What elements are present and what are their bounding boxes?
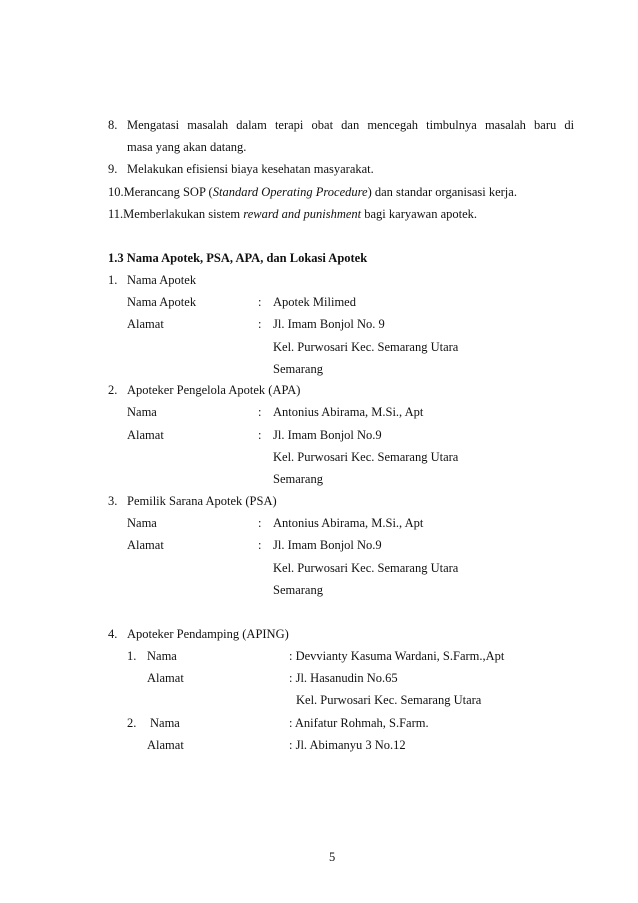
label-name: Nama [127,405,157,419]
colon: : [258,405,262,419]
address-line: Jl. Imam Bonjol No. 9 [273,317,385,331]
item-3-title [108,493,277,509]
list-item-10 [108,184,517,200]
colon: : [258,516,262,530]
value-name: : Anifatur Rohmah, S.Farm. [289,716,429,730]
label-name: Nama [147,649,177,663]
label-name: Nama [150,716,180,730]
address-line: Kel. Purwosari Kec. Semarang Utara [273,450,459,464]
address-line: Semarang [273,583,323,597]
address-line: Kel. Purwosari Kec. Semarang Utara [273,340,459,354]
label-name: Nama Apotek [127,295,197,309]
label-address: Alamat [147,671,184,685]
colon: : [258,295,262,309]
list-item-11 [108,206,477,222]
value-name: Antonius Abirama, M.Si., Apt [273,405,424,419]
address-line: Jl. Imam Bonjol No.9 [273,428,382,442]
item-title: Pemilik Sarana Apotek (PSA) [127,494,277,508]
address-line: : Jl. Abimanyu 3 No.12 [289,738,406,752]
list-text-emphasis: Standard Operating Procedure [212,185,368,199]
value-name: Antonius Abirama, M.Si., Apt [273,516,424,530]
colon: : [258,317,262,331]
item-title: Apoteker Pengelola Apotek (APA) [127,383,301,397]
value-name: : Devvianty Kasuma Wardani, S.Farm.,Apt [289,649,505,663]
item-title: Nama Apotek [127,273,197,287]
item-2-title [108,382,301,398]
list-number: 11. [108,207,124,221]
label-address: Alamat [127,428,164,442]
list-text-pre: Merancang SOP ( [123,185,213,199]
list-text-pre: Memberlakukan sistem [123,207,244,221]
address-line: : Jl. Hasanudin No.65 [289,671,398,685]
address-line: Semarang [273,362,323,376]
item-title: Apoteker Pendamping (APING) [127,627,289,641]
address-line: Kel. Purwosari Kec. Semarang Utara [296,693,482,707]
list-item-9 [108,161,374,177]
label-address: Alamat [147,738,184,752]
item-number: 4. [108,627,118,641]
sub-item-number: 1. [127,649,137,663]
item-number: 3. [108,494,118,508]
item-1-title [108,272,197,288]
value-name: Apotek Milimed [273,295,356,309]
page-number: 5 [329,850,336,864]
item-number: 2. [108,383,118,397]
item-number: 1. [108,273,118,287]
label-name: Nama [127,516,157,530]
section-heading: 1.3 Nama Apotek, PSA, APA, dan Lokasi Apotek [108,251,368,265]
address-line: Jl. Imam Bonjol No.9 [273,538,382,552]
list-number: 8. [108,118,118,132]
list-item-8 [108,117,575,133]
address-line: Kel. Purwosari Kec. Semarang Utara [273,561,459,575]
list-text-post: bagi karyawan apotek. [361,207,478,221]
colon: : [258,428,262,442]
list-text: Melakukan efisiensi biaya kesehatan masyarakat. [127,162,374,176]
list-text: Mengatasi masalah dalam terapi obat dan mencegah timbulnya masalah baru di [127,118,575,132]
list-text-post: ) dan standar organisasi kerja. [367,185,517,199]
address-line: Semarang [273,472,323,486]
label-address: Alamat [127,538,164,552]
list-item-8-cont: masa yang akan datang. [127,140,247,154]
list-number: 10. [108,185,124,199]
list-number: 9. [108,162,118,176]
colon: : [258,538,262,552]
sub-item-number: 2. [127,716,137,730]
item-4-title [108,626,289,642]
list-text-emphasis: reward and punishment [243,207,362,221]
label-address: Alamat [127,317,164,331]
